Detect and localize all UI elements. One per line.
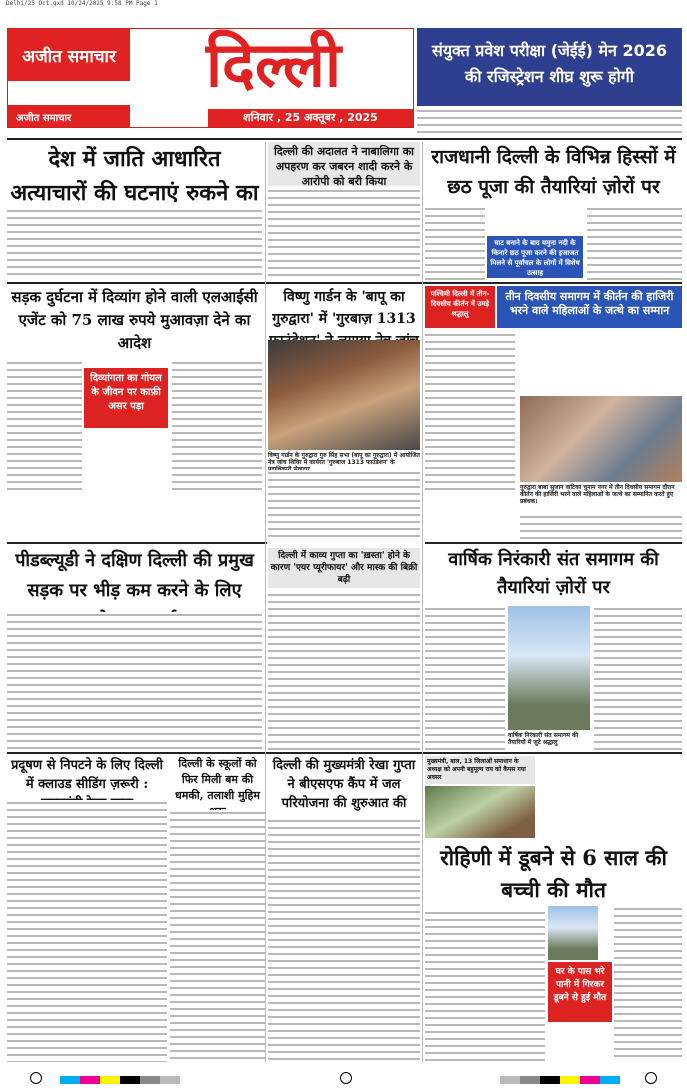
body-text-court [268,188,420,280]
body-text-bapu [268,470,420,540]
body-text-rekha-bsf [268,818,420,1062]
headline-pollution: प्रदूषण से निपटने के लिए दिल्ली में क्लाउड सीडिंग ज़रूरी : मुख्यमंत्री रेखा गुप्ता [10,758,164,811]
callout-chhath: घाट बनाने के बाद यमुना नदी के किनारे छठ पूजा करने की इजाजत मिलने से पूर्वांचल के लोगों में विशेष उत्साह [487,236,583,278]
headline-court: दिल्ली की अदालत ने नाबालिगा का अपहरण कर जबरन शादी करने के आरोपी को बरी किया [268,142,420,186]
rule-divider [7,542,267,544]
body-text-chhath [425,206,485,280]
headline-khasta: दिल्ली में काव्य गुप्ता का 'ख़स्ता' होने के कारण 'एयर प्यूरीफायर' और मास्क की बिक्री बढ़ी [268,548,420,588]
body-text-lic-2 [172,360,262,490]
headline-nirankari: वार्षिक निरंकारी संत समागम की तैयारियां ज़ोरों पर [448,549,659,598]
rule-divider [7,138,682,140]
column-separator [422,142,423,1062]
headline-rohini: रोहिणी में डूबने से 6 साल की बच्ची की मौत [440,845,667,902]
photo-caption-kirtan: गुरुद्वारा बाबा सुजान वाटिका चुनाम नगर में तीन दिवसीय समागम दौरान कीर्तन की हाजिरी भरने वाले महिलाओं के जत्थे का सम्मानित करते हुए प्रबंधक। [520,484,675,505]
brand-name: अजीत समाचार [22,46,116,67]
body-text-pollution [7,800,167,1062]
photo-caption-bapu: विष्णु गार्डन के गुरुद्वारा गुरु सिंह सभा (बापू का गुरुद्वारा) में आयोजित नेत्र जांच शिविर में कार्यरत 'गुरुबाज 1313 फाउंडेशन' के पदाधिकारी सेवादार [268,452,420,473]
callout-rohini: घर के पास भरे पानी में गिरकर डूबने से हुई मौत [548,962,612,1022]
body-text-rohini [425,910,545,1062]
kicker-kirtan: पश्चिमी दिल्ली में तीन-दिवसीय कीर्तन में उमड़े श्रद्धालु [425,286,495,328]
body-text-chhath-2 [587,206,682,280]
brand-logo [8,29,130,81]
body-text-jee [417,108,682,136]
registration-mark [30,1072,42,1084]
issue-date: शनिवार , 25 अक्तूबर , 2025 [208,109,413,127]
brand-subtitle: अजीत समाचार [8,105,130,127]
photo-rohini [548,906,598,960]
headline-pwd: पीडब्ल्यूडी ने दक्षिण दिल्ली की प्रमुख सड़क पर भीड़ कम करने के लिए योजना बनाई [15,550,254,631]
color-bar [500,1076,620,1084]
headline-schools: दिल्ली के स्कूलों को फिर मिली बम की धमकी, तलाशी मुहिम शुरू [175,757,260,818]
body-text-rohini-2 [614,906,682,1062]
column-separator [265,142,266,1062]
edition-city: दिल्ली [205,28,342,101]
headline-lic: सड़क दुर्घटना में दिव्यांग होने वाली एलआईसी एजेंट को 75 लाख रुपये मुआवज़ा देने का आदेश [11,288,258,352]
body-text-pwd [7,612,262,750]
callout-lic: दिव्यांगता का गोयल के जीवन पर काफ़ी असर पड़ा [84,368,168,428]
headline-rekha-bsf: दिल्ली की मुख्यमंत्री रेखा गुप्ता ने बीएसएफ कैंप में जल परियोजना की शुरुआत की [272,758,416,811]
headline-chhath: राजधानी दिल्ली के विभिन्न हिस्सों में छठ पूजा की तैयारियां ज़ोरों पर [431,146,676,198]
photo-eye-camp [268,340,420,450]
headline-bapu-text: विष्णु गार्डन के 'बापू का गुरुद्वारा' में 'गुरबाज़ 1313 [272,289,416,327]
body-text-nirankari-2 [594,606,682,750]
body-text-schools [170,810,265,1062]
rule-divider [7,282,682,284]
rule-divider [7,752,682,754]
body-text-nirankari [425,606,505,750]
registration-mark [340,1072,352,1084]
headline-jee: संयुक्त प्रवेश परीक्षा (जेईई) मेन 2026 की रजिस्ट्रेशन शीघ्र शुरू होगी [417,28,682,106]
photo-caption-nirankari: वार्षिक निरंकारी संत समागम की तैयारियों में जुटे श्रद्धालु [508,732,579,746]
headline-kirtan: तीन दिवसीय समागम में कीर्तन की हाजिरी भरने वाले महिलाओं के जत्थे का सम्मान [497,286,682,328]
headline-caste: देश में जाति आधारित अत्याचारों की घटनाएं रुकने का नाम नहीं ले रही [10,146,259,240]
body-text-lic [7,360,82,490]
body-text-caste [7,208,262,280]
photo-nirankari [508,606,590,730]
registration-mark [645,1072,657,1084]
photo-rohini-minister [425,786,535,838]
body-text-kirtan [425,332,515,490]
print-slug: Delhi/25 Oct.qxd 10/24/2025 9:58 PM Page 1 [6,0,158,7]
photo-kirtan [520,396,682,482]
color-bar [60,1076,180,1084]
body-text-kirtan-2 [520,514,682,540]
kicker-rohini: मुख्यमंत्री, बाल, 13 जिलाओं समाधान के अध्यक्ष को अपनी बहुमूल्य राय को कैंपस गया अवसर [425,756,535,784]
body-text-khasta [268,592,420,750]
rule-divider [425,542,682,544]
masthead [7,28,414,128]
